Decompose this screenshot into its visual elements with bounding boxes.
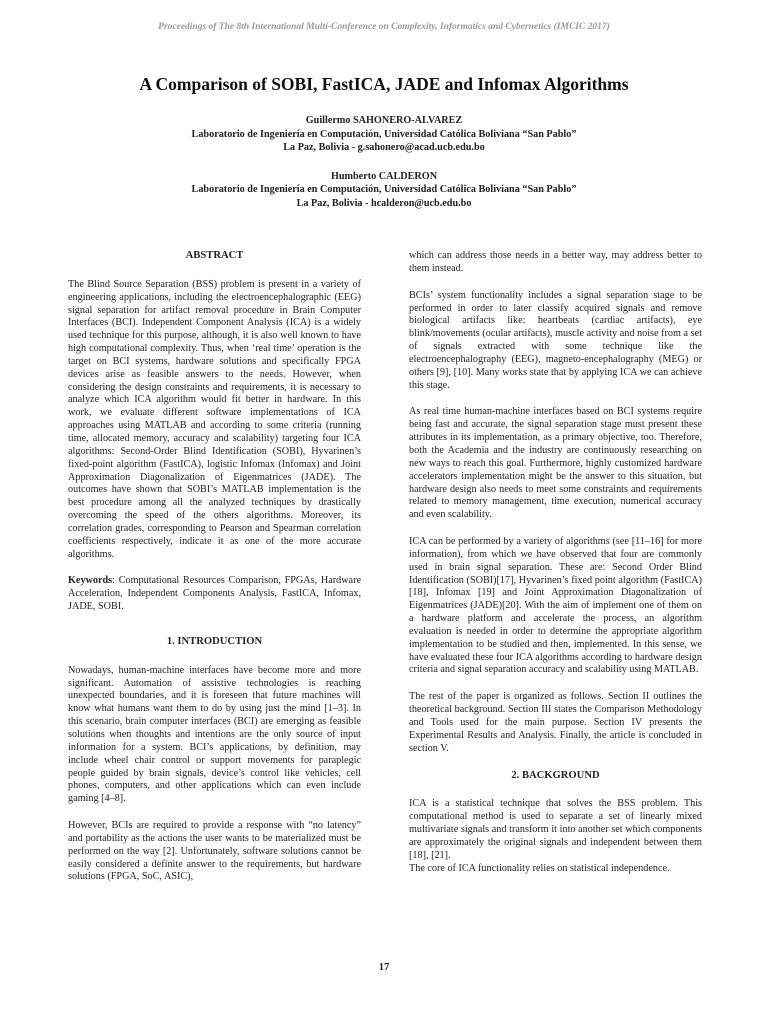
- body-paragraph: As real time human-machine interfaces based on BCI systems require being fast and accurate, the signal separation stage must present these attributes in its implementation, as a primary objective, too. Therefore, both the Academia and the industry are continuously researching on new ways to reach this goal. Furthermore, highly customized hardware accelerators implementation might be the answer to this situation, but hardware design also needs to meet some constraints and requirements related to memory management, time execution, numerical accuracy and even scalability.: [409, 406, 702, 521]
- intro-paragraph: Nowadays, human-machine interfaces have become more and more significant. Automation of assistive technologies is reaching unexpected boundaries, and it is foreseen that future machines will know what humans want them to do by using just the mind [1–3]. In this scenario, brain computer interfaces (BCI) are emerging as feasible solutions when thoughts and intentions are the only source of input information for a system. BCI’s applications, by definition, may include wheel chair control or support movements for paraplegic people guided by brain signals, device’s control like vehicles, cell phones, computers, and other applications which can even include gaming [4–8].: [68, 664, 361, 805]
- right-column: [409, 250, 702, 889]
- page-number: 17: [378, 962, 390, 973]
- author-affiliation: Laboratorio de Ingeniería en Computación, Universidad Católica Boliviana “San Pablo”: [191, 184, 577, 196]
- author-2: [0, 170, 768, 211]
- background-paragraph: ICA is a statistical technique that solves the BSS problem. This computational method is used to separate a set of linearly mixed multivariate signals and transform it into another set which components are approximately the original signals and independent between them [18], [21].: [409, 798, 702, 861]
- author-1: [0, 114, 768, 155]
- keywords-label: Keywords: [68, 575, 113, 587]
- abstract-text: The Blind Source Separation (BSS) problem is present in a variety of engineering applications, including the electroencephalographic (EEG) signal separation for artifact removal procedure in Brain Computer Interfaces (BCI). Independent Component Analysis (ICA) is a widely used technique for this purpose, although, it is also well known to have high computational complexity. Thus, when ‘real time’ operation is the target on BCI systems, hardware solutions and specifically FPGA devices arise as feasible answers to the needs. However, when considering the design constraints and requirements, it is necessary to analyze which ICA algorithm would fit better in hardware. In this work, we evaluate different software implementations of ICA approaches using MATLAB and according to some criteria (running time, allocated memory, accuracy and scalability) targeting four ICA algorithms: Second-Order Blind Identification (SOBI), Hyvarinen’s fixed-point algorithm (FastICA), logistic Infomax (Infomax) and Joint Approximation Diagonalization of Eigenmatrices (JADE). The outcomes have shown that SOBI’s MATLAB implementation is the best procedure among all the analyzed techniques by drastically overcoming the speed of the others algorithms. Moreover, its correlation grades, corresponding to Pearson and Spearman correlation coefficients respectively, indicate it as one of the more accurate algorithms.: [68, 278, 361, 560]
- paper-title: A Comparison of SOBI, FastICA, JADE and Infomax Algorithms: [139, 74, 629, 94]
- author-location: La Paz, Bolivia - g.sahonero@acad.ucb.edu.bo: [283, 142, 485, 154]
- left-column: [68, 250, 361, 898]
- proceedings-header: Proceedings of The 8th International Multi-Conference on Complexity, Informatics and Cybernetics (IMCIC 2017): [158, 22, 610, 32]
- intro-paragraph: However, BCIs are required to provide a response with “no latency” and portability as the actions the user wants to be materialized must be performed on the way [2]. Unfortunately, software solutions cannot be easily considered a definite answer to the requirements, but hardware solutions (FPGA, SoC, ASIC),: [68, 820, 361, 883]
- body-paragraph: The rest of the paper is organized as follows. Section II outlines the theoretical background. Section III states the Comparison Methodology and Tools used for the main purpose. Section IV presents the Experimental Results and Analysis. Finally, the article is concluded in section V.: [409, 691, 702, 754]
- author-list: [0, 114, 768, 226]
- background-paragraph: The core of ICA functionality relies on statistical independence.: [409, 862, 670, 874]
- abstract-heading: ABSTRACT: [185, 250, 244, 261]
- keywords: [68, 575, 361, 614]
- author-name: Humberto CALDERON: [330, 170, 438, 182]
- background-heading: 2. BACKGROUND: [511, 769, 600, 781]
- author-affiliation: Laboratorio de Ingeniería en Computación, Universidad Católica Boliviana “San Pablo”: [191, 128, 577, 140]
- body-paragraph: ICA can be performed by a variety of algorithms (see [11–16] for more information), from which we have observed that four are commonly used in brain signal separation. These are: Second Order Blind Identification (SOBI)[17], Hyvarinen’s fixed point algorithm (FastICA)[18], Infomax [19] and Joint Approximation Diagonalization of Eigenmatrices (JADE)[20]. With the aim of implement one of them on a hardware platform and accelerate the process, an algorithm evaluation is needed in order to determine the appropriate algorithm implementation to be studied and then, implemented. In this sense, we have evaluated these four ICA algorithms according to hardware design criteria and signal separation accuracy and scalability using MATLAB.: [409, 536, 702, 676]
- body-paragraph: which can address those needs in a better way, may address better to them instead.: [409, 250, 702, 274]
- author-location: La Paz, Bolivia - hcalderon@ucb.edu.bo: [296, 197, 472, 209]
- body-paragraph: BCIs’ system functionality includes a signal separation stage to be performed in order to later classify acquired signals and remove biological artifacts like: heartbeats (cardiac artifacts), eye blink/movements (ocular artifacts), muscle activity and noise from a set of signals extracted with some technique like the electroencephalography (EEG), magneto-encephalography (MEG) or others [9], [10]. Many works state that by applying ICA we can achieve this stage.: [409, 289, 702, 391]
- keywords-text: : Computational Resources Comparison, FPGAs, Hardware Acceleration, Independent Components Analysis, FastICA, Infomax, JADE, SOBI.: [68, 575, 361, 613]
- introduction-heading: 1. INTRODUCTION: [166, 635, 263, 647]
- author-name: Guillermo SAHONERO-ALVAREZ: [305, 115, 463, 126]
